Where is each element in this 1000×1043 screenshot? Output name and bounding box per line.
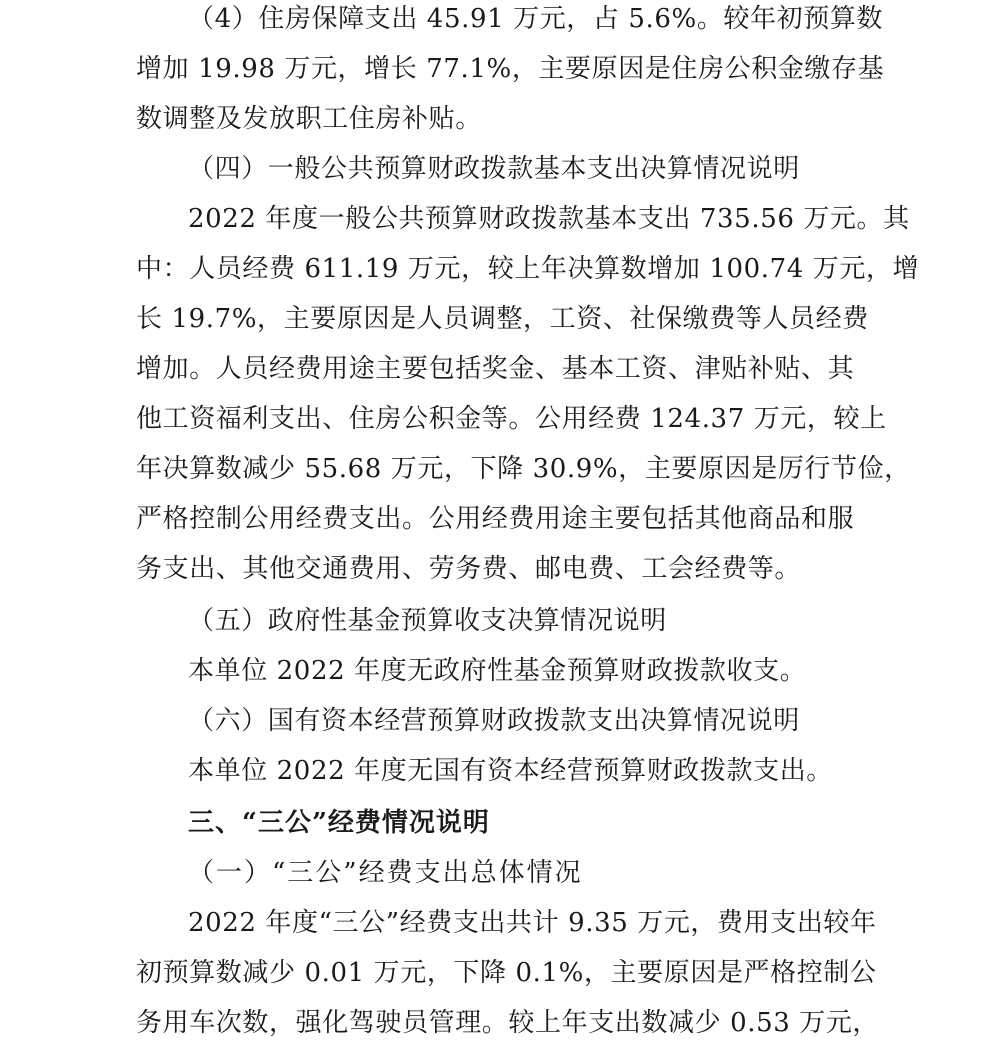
paragraph-line: 年决算数减少 55.68 万元，下降 30.9%，主要原因是厉行节俭， (136, 454, 911, 484)
paragraph-line: 2022 年度“三公”经费支出共计 9.35 万元，费用支出较年 (188, 908, 877, 938)
subsection-heading: （五）政府性基金预算收支决算情况说明 (188, 606, 667, 636)
paragraph-line: （4）住房保障支出 45.91 万元，占 5.6%。较年初预算数 (188, 4, 884, 34)
subsection-heading: （四）一般公共预算财政拨款基本支出决算情况说明 (188, 154, 800, 184)
paragraph-line: 长 19.7%，主要原因是人员调整，工资、社保缴费等人员经费 (136, 304, 869, 334)
paragraph-line: 数调整及发放职工住房补贴。 (136, 104, 482, 134)
paragraph-line: 本单位 2022 年度无国有资本经营预算财政拨款支出。 (188, 756, 833, 786)
paragraph-line: 2022 年度一般公共预算财政拨款基本支出 735.56 万元。其 (188, 204, 910, 234)
paragraph-line: 增加 19.98 万元，增长 77.1%，主要原因是住房公积金缴存基 (136, 54, 885, 84)
paragraph-line: 本单位 2022 年度无政府性基金预算财政拨款收支。 (188, 656, 807, 686)
subsection-heading: （六）国有资本经营预算财政拨款支出决算情况说明 (188, 706, 800, 736)
subsection-heading: （一）“三公”经费支出总体情况 (188, 858, 583, 888)
paragraph-line: 中：人员经费 611.19 万元，较上年决算数增加 100.74 万元，增 (136, 254, 920, 284)
section-heading: 三、“三公”经费情况说明 (188, 808, 490, 838)
paragraph-line: 务支出、其他交通费用、劳务费、邮电费、工会经费等。 (136, 554, 802, 584)
paragraph-line: 务用车次数，强化驾驶员管理。较上年支出数减少 0.53 万元， (136, 1008, 880, 1038)
paragraph-line: 他工资福利支出、住房公积金等。公用经费 124.37 万元，较上 (136, 404, 887, 434)
paragraph-line: 增加。人员经费用途主要包括奖金、基本工资、津贴补贴、其 (136, 354, 855, 384)
paragraph-line: 严格控制公用经费支出。公用经费用途主要包括其他商品和服 (136, 504, 855, 534)
paragraph-line: 初预算数减少 0.01 万元，下降 0.1%，主要原因是严格控制公 (136, 958, 877, 988)
